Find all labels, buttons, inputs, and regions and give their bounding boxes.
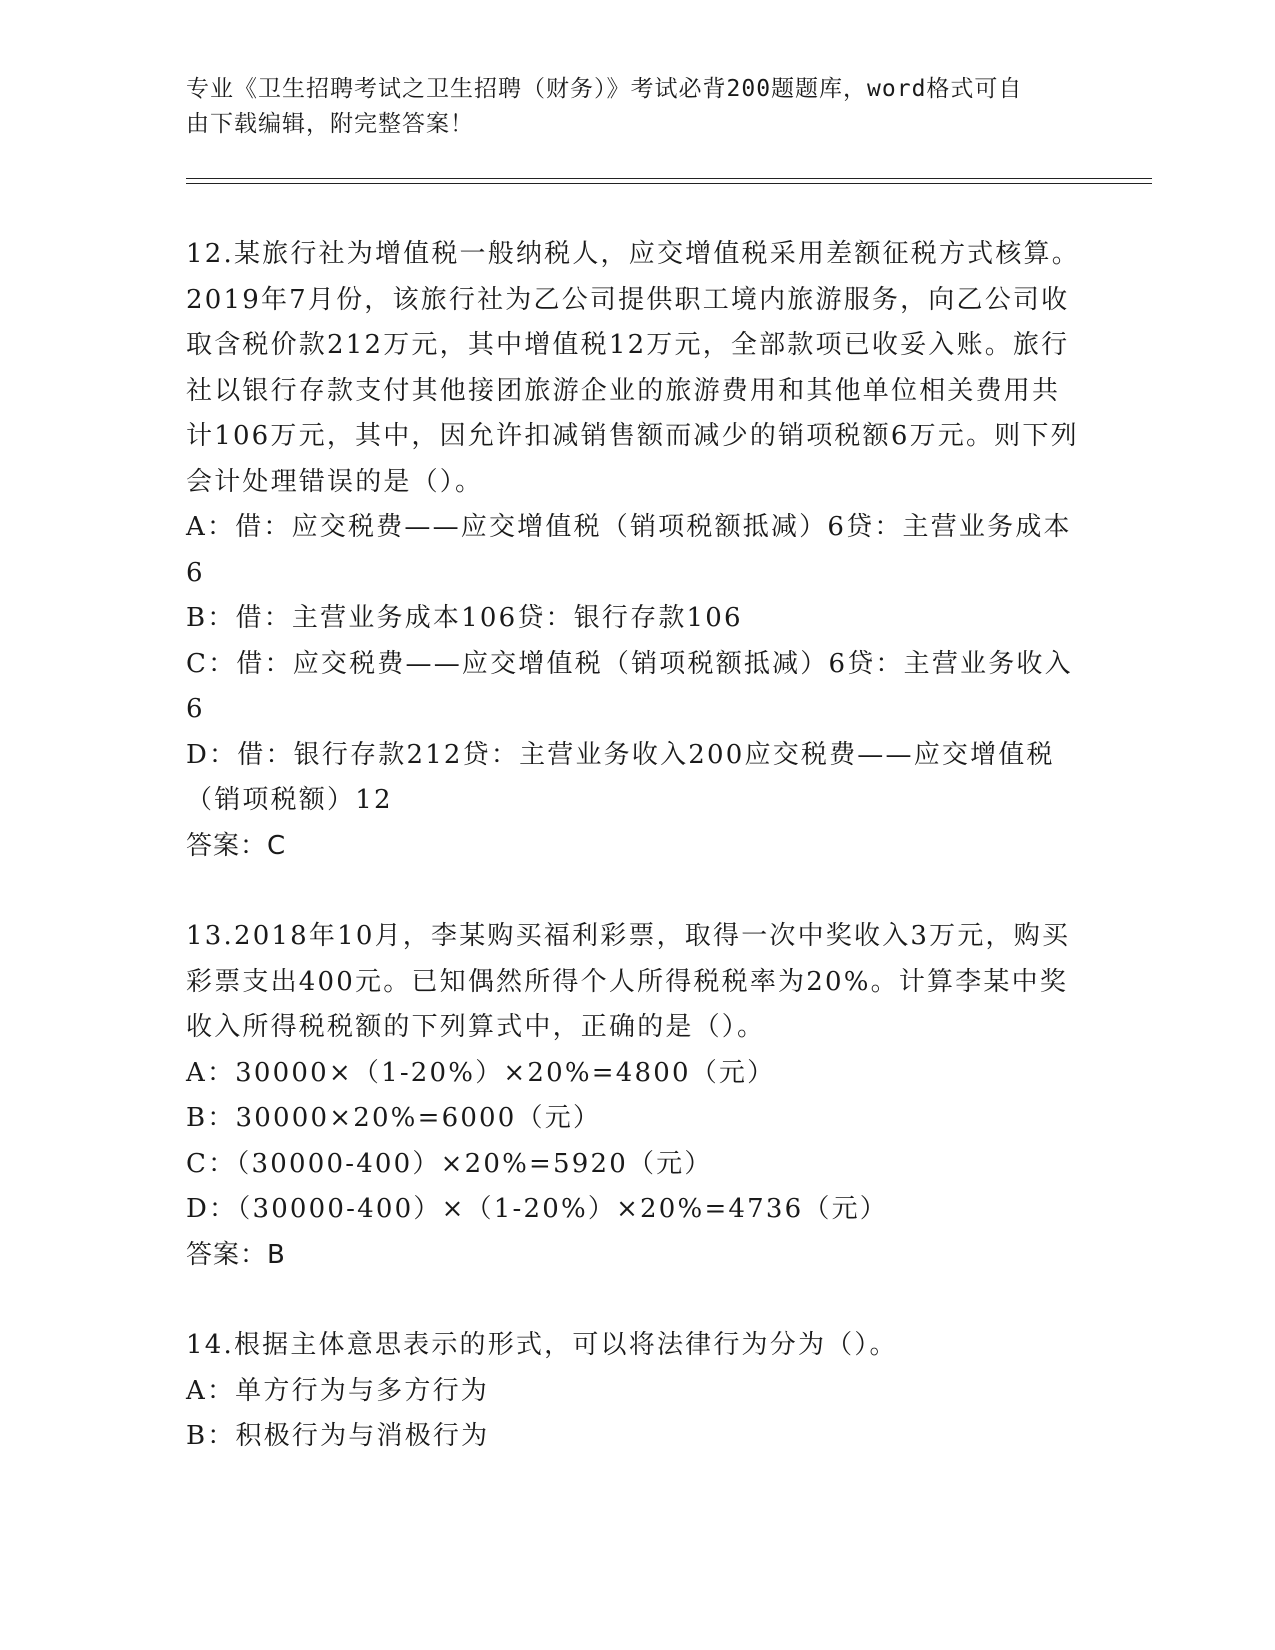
option-a: A：单方行为与多方行为 bbox=[186, 1375, 489, 1406]
option-a: A：30000×（1-20%）×20%=4800（元） bbox=[186, 1057, 776, 1088]
option-d: D：借：银行存款212贷：主营业务收入200应交税费——应交增值税（销项税额）12 bbox=[186, 739, 1055, 815]
answer-label: 答案：C bbox=[186, 830, 287, 861]
header-divider-top bbox=[186, 178, 1152, 179]
header-line-2: 由下载编辑，附完整答案！ bbox=[186, 111, 474, 137]
question-13 bbox=[186, 914, 1086, 1278]
question-12 bbox=[186, 232, 1086, 869]
question-text: 14.根据主体意思表示的形式，可以将法律行为分为（）。 bbox=[186, 1330, 898, 1360]
document-header bbox=[186, 72, 1066, 142]
option-a: A：借：应交税费——应交增值税（销项税额抵减）6贷：主营业务成本6 bbox=[186, 512, 1072, 588]
question-14 bbox=[186, 1323, 1086, 1460]
question-spacer bbox=[186, 869, 1086, 914]
option-c: C：（30000-400）×20%=5920（元） bbox=[186, 1148, 713, 1179]
question-text: 13.2018年10月，李某购买福利彩票，取得一次中奖收入3万元，购买彩票支出400元。已知偶然所得个人所得税税率为20%。计算李某中奖收入所得税税额的下列算式中，正确的是（）。 bbox=[186, 921, 1071, 1042]
option-b: B：借：主营业务成本106贷：银行存款106 bbox=[186, 603, 743, 633]
header-line-1: 专业《卫生招聘考试之卫生招聘（财务）》考试必背200题题库，word格式可自 bbox=[186, 76, 1023, 102]
option-b: B：30000×20%=6000（元） bbox=[186, 1103, 602, 1133]
header-divider-bottom bbox=[186, 183, 1152, 184]
option-d: D：（30000-400）×（1-20%）×20%=4736（元） bbox=[186, 1194, 888, 1224]
question-spacer bbox=[186, 1278, 1086, 1323]
question-list bbox=[186, 232, 1086, 1460]
option-c: C：借：应交税费——应交增值税（销项税额抵减）6贷：主营业务收入6 bbox=[186, 648, 1073, 724]
answer-label: 答案：B bbox=[186, 1239, 286, 1270]
option-b: B：积极行为与消极行为 bbox=[186, 1421, 490, 1451]
question-text: 12.某旅行社为增值税一般纳税人，应交增值税采用差额征税方式核算。2019年7月份，该旅行社为乙公司提供职工境内旅游服务，向乙公司收取含税价款212万元，其中增值税12万元，全部款项已收妥入账。旅行社以银行存款支付其他接团旅游企业的旅游费用和其他单位相关费用共计106万元，其中，因允许扣减销售额而减少的销项税额6万元。则下列会计处理错误的是（）。 bbox=[186, 239, 1080, 497]
